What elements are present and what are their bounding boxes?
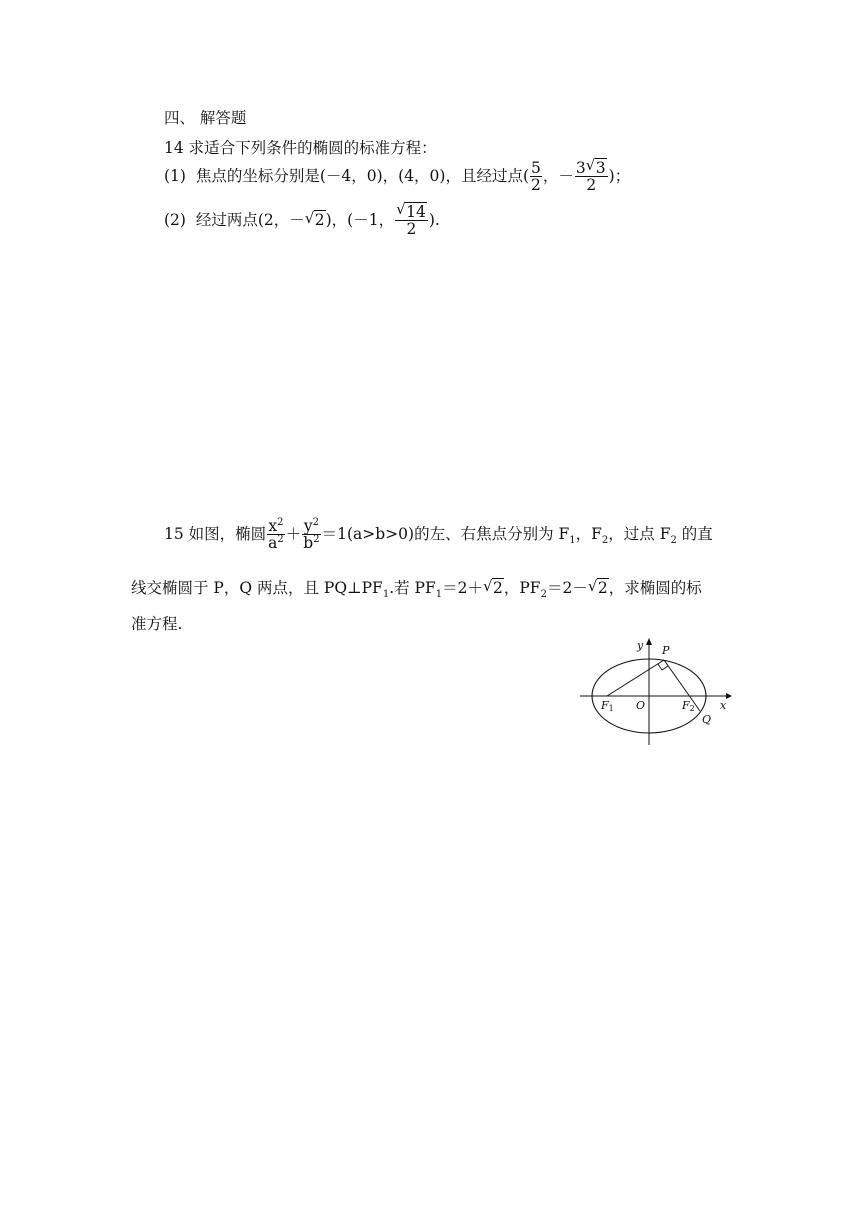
section-title: 四、 解答题 bbox=[164, 109, 247, 127]
sqrt-symbol: √ 2 bbox=[305, 211, 326, 229]
ellipse-figure bbox=[576, 635, 736, 750]
q14-part1: (1) 焦点的坐标分别是(－4，0)，(4，0)，且经过点( $\frac{5}{2}$ ，－ $\frac{3√ 3}{2}$ )； bbox=[164, 160, 630, 194]
q15-line1: 15 如图，椭圆 $\frac{x^2}{a^2}$ ＋ $\frac{y^2}{b^2}$ ＝1(a>b>0)的左、右焦点分别为 $F_1$，$F_2$，过点 $F_2$ 的直 bbox=[164, 517, 713, 553]
label-o: O bbox=[636, 699, 646, 712]
sqrt-symbol: √ 14 bbox=[396, 204, 427, 220]
fraction-root14-over-2: √ $\frac{14}{2}$ bbox=[395, 204, 428, 238]
q14-part2: (2) 经过两点(2，－√ 2)，(－1， √ $\frac{14}{2}$ ). bbox=[164, 204, 440, 238]
label-p: P bbox=[662, 644, 670, 657]
fraction-y2-over-b2: $\frac{y^2}{b^2}$ bbox=[303, 517, 320, 553]
y-axis-arrow bbox=[646, 638, 652, 645]
sqrt-symbol: √ 2 bbox=[483, 579, 504, 597]
q15-line3: 准方程. bbox=[131, 615, 183, 633]
label-y: y bbox=[637, 639, 644, 652]
fraction-x2-over-a2: $\frac{x^2}{a^2}$ bbox=[268, 517, 284, 553]
label-f1: F1 bbox=[601, 699, 614, 713]
right-angle-mark bbox=[658, 664, 668, 670]
label-q: Q bbox=[702, 713, 712, 726]
sqrt-symbol: √ 3 bbox=[586, 160, 607, 176]
sqrt-symbol: √ 2 bbox=[588, 579, 609, 597]
x-axis-arrow bbox=[726, 693, 732, 699]
q15-line2: 线交椭圆于 P，Q 两点，且 $PQ\perp PF_1$.若 $PF_1=2+√$ 2，$PF_2=2-√$ 2，求椭圆的标 bbox=[131, 576, 702, 600]
fraction-3root3-over-2: $\frac{3√ 3}{2}$ bbox=[575, 160, 608, 194]
q14-stem: 14 求适合下列条件的椭圆的标准方程： bbox=[164, 139, 437, 157]
label-f2: F2 bbox=[682, 699, 695, 713]
label-x: x bbox=[720, 699, 727, 712]
fraction-5-over-2: $\frac{5}{2}$ bbox=[531, 159, 541, 195]
